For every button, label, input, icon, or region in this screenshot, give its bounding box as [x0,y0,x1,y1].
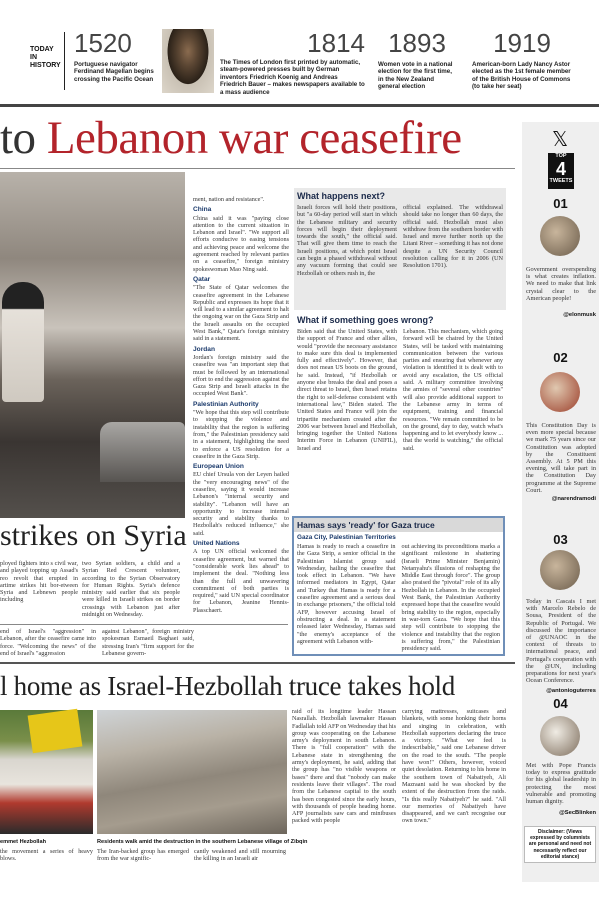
top-tweets-badge [548,153,574,189]
hamas-byline: Gaza City, Palestinian Territories [297,534,396,541]
history-item-1814 [220,30,365,96]
syria-headline: strikes on Syria [0,519,187,552]
history-item-1919 [472,30,572,91]
tweet-handle: @narendramodi [551,496,596,502]
section-text-qatar: "The State of Qatar welcomes the ceasefire agreement in the Lebanese Republic and expresses its hope that it will lead to a similar agreement to halt the ongoing war on the Gaza Strip and the Israeli assaults on the occupied West Bank," Qatar's foreign ministry said in a statement. [193,284,289,343]
tweet-rank: 03 [553,532,568,547]
caption2-text-a: The Iran-backed group has emerged from the war signific- [97,848,189,863]
section-text-un: A top UN official welcomed the ceasefire agreement, but warned that "considerable work lies ahead" to implement the deal. "Nothing less than the full and unwavering commitment of both parties is required," said UN special coordinator for Lebanon, Jeanine Hennis-Plasschaert. [193,548,289,614]
section-text-china: China said it was "paying close attention to the current situation in Lebanon and Israel". "We support all efforts conducive to easing tensions and achieving peace and welcome the agreement reached by relevant parties on a ceasefire," foreign ministry spokeswoman Mao Ning said. [193,214,289,273]
lebanon-destruction-photo [0,172,185,518]
photo-car [100,422,185,482]
history-item-1520 [74,30,156,83]
tweet-handle: @elonmusk [563,312,596,318]
tweet-handle: @antonioguterres [546,688,596,694]
what-next-box [294,188,506,310]
section-text-eu: EU chief Ursula von der Leyen hailed the "very encouraging news" of the ceasefire, saying it would increase Lebanon's "internal security and stability". "Lebanon will have an opportunity to increase internal security and stability thanks to Hezbollah's reduced influence," she said. [193,471,289,537]
section-text-jordan: Jordan's foreign ministry said the ceasefire was "an important step that must be followed by an international effort to end the aggression against the Gaza Strip and Israeli attacks in the occupied West Bank". [193,353,289,398]
what-next-title: What happens next? [297,191,386,201]
history-text: Portuguese navigator Ferdinand Magellan begins crossing the Pacific Ocean [74,61,154,83]
syria-col2: two Syrian soldiers, a child and a Syrian Red Crescent volunteer, according to the Syrian Observatory for Human Rights. Syria's defence ministry said earlier that six people were killed in Israeli strikes on border crossings with Lebanon just after midnight on Wednesday. [82,560,180,619]
section-head-china: China [193,206,212,214]
magellan-portrait [162,29,214,93]
history-text: Women vote in a national election for the first time, in the New Zealand general election [378,61,453,91]
syria-rule [0,624,288,625]
caption1-text: the movement a series of heavy blows. [0,848,93,863]
bottom-col2: carrying mattresses, suitcases and blankets, with some honking their horns and singing in celebration, with Hezbollah supporters declaring the truce a victory. "What we feel is indescribable," said one Lebanese driver on the road to the south. "The people have won!" Others, however, voiced quiet desolation. Returning to his home in the southern town of Nabatiyeh, Ali Mazraani said he was shocked by the extent of the destruction from the raids. "Is this really Nabatiyeh?" he said. "All our memories of Nabatiyeh have disappeared, and we can't recognise our own town." [402,708,506,825]
history-text: American-born Lady Nancy Astor elected as the 1st female member of the British House of Commons (to take her seat) [472,61,571,91]
badge-tweets: TWEETS [549,178,573,184]
syria-col1: ployed fighters into s civil war, and played topping up Assad's reo revolt that erupted in artime strikes hit bor-etween Syria and Lebnewn people including [0,560,78,604]
what-wrong-col2: Lebanon. This mechanism, which going forward will be chaired by the United States, will be tasked with maintaining communication between the various parties and ensuring that whenever any violation is identified it is dealt with to avoid any escalation, the US official said. A military committee involving the armies of "several other countries" will also provide additional support to the Lebanese army in terms of equipment, training and financial resources. "We remain committed to be on the ground, day to day, watch what's happening and to let everybody know ... that the world is watching," the official said. [403,328,503,452]
caption1: emmet Hezbollah [0,839,47,845]
iran-col1: end of Israel's "aggression" in Lebanon, after the ceasefire came into force. "Welcoming the news" of the end of Israel's "aggression [0,628,96,657]
headline-emphasis: Lebanon war ceasefire [46,112,462,164]
tweet-avatar [540,216,580,256]
hezbollah-truck-photo [0,710,93,834]
headline-rule [0,168,515,169]
section-text-palestinian-authority: "We hope that this step will contribute to stopping the violence and instability that the region is suffering from," the Palestinian presidency said in a statement, highlighting the need to enforce a US resolution for a ceasefire in the Gaza Strip. [193,409,289,460]
main-headline [0,112,515,164]
bottom-col1: raid of its longtime leader Hassan Nasrallah. Hezbollah lawmaker Hassan Fadlallah told AFP on Wednesday that his group was cooperating on the Lebanese army's deployment in south Lebanon. There is "full cooperation" with the Lebanese state in strengthening the army's deployment, he said, adding that the group has "no visible weapons or bases" there and that "nobody can make residents leave their villages". The road from the Lebanese capital to the south has been congested since the early hours, with thousands of people heading home. AFP journalists saw cars and minibuses packed with people [292,708,396,825]
reactions-column [193,196,289,614]
hezbollah-flag [28,709,83,754]
hamas-box [292,516,505,656]
history-year: 1520 [74,28,132,58]
history-year: 1893 [388,28,446,58]
section-rule [0,662,515,664]
caption2: Residents walk amid the destruction in the southern Lebanese village of Zibqin [97,839,308,845]
section-head-palestinian-authority: Palestinian Authority [193,400,259,408]
top-rule [0,104,599,107]
what-wrong-col1: Biden said that the United States, with the support of France and other allies, would "provide the necessary assistance to make sure this deal is implemented fully and effectively". However, that does not mean US boots on the ground, he said. Instead, "if Hezbollah or anyone else breaks the deal and poses a direct threat to Israel, then Israel retains the right to self-defense consistent with international law," Biden stated. The United States and France will join the tripartite mechanism created after the 2006 war between Israel and Hezbollah, bringing together the United Nations Interim Force in Lebanon (UNIFIL), Israel and [297,328,397,452]
tweet-avatar [540,372,580,412]
hamas-col1: Hamas is ready to reach a ceasefire in the Gaza Strip, a senior official in the Palestinian Islamist group said Wednesday, hailing the ceasefire that took effect in Lebanon. "We have informed mediators in Egypt, Qatar and Turkey that Hamas is ready for a ceasefire agreement and a serious deal in exchange prisoners," the official told AFP, however accusing Israel of obstructing a deal. In a statement released later Wednesday, Hamas said "the enemy's acceptance of the agreement with Lebanon with- [297,543,396,645]
iran-col2: against Lebanon", foreign ministry spokesman Esmaeil Baghaei said, stressing Iran's "firm support for the Lebanese govern- [102,628,194,657]
hamas-title: Hamas says 'ready' for Gaza truce [294,518,503,532]
badge-top: TOP [555,153,567,159]
section-head-qatar: Qatar [193,275,211,283]
headline-prefix: to [0,112,36,164]
tweet-text: Government overspending is what creates inflation. We need to make that link crystal clear to the American people! [526,266,596,302]
tweet-rank: 01 [553,196,568,211]
section-head-jordan: Jordan [193,345,215,353]
bottom-headline: l home as Israel-Hezbollah truce takes hold [0,671,455,701]
tweet-text: Today in Cascais I met with Marcelo Rebelo de Sousa, President of the Republic of Portugal. We discussed the importance of @UNAOC in the context of threats to international peace, and Portugal's cooperation with the @UN, including preparations for next year's Ocean Conference. [526,598,596,685]
history-text: The Times of London first printed by automatic, steam-powered presses built by German inventors Friedrich Koenig and Andreas Friedrich Bauer – makes newspapers available to a mass audience [220,59,365,96]
village-destruction-photo [97,710,287,834]
what-wrong-title: What if something goes wrong? [297,315,434,325]
tweet-handle: @SecBlinken [559,810,596,816]
caption2-text-b: cantly weakened and still mourning the killing in an Israeli air [194,848,286,863]
tweet-text: This Constitution Day is even more special because we mark 75 years since our Constitution was adopted by the Constituent Assembly. At 5 PM this evening, will take part in the Constitution Day programme at the Supreme Court. [526,422,596,494]
history-year: 1919 [493,28,551,58]
tweet-avatar [540,550,580,590]
section-head-un: United Nations [193,540,240,548]
what-next-col2: official explained. The withdrawal should take no longer than 60 days, the official said. Hezbollah must also withdraw from the southern border with Israel and move further north up the Litani River – something it has not done despite a UN Security Council resolution calling for it in 2006 (UN Resolution 1701). [403,204,503,270]
intro-text: ment, nation and resistance". [193,196,265,203]
today-in-history-label: TODAY IN HISTORY [30,46,61,69]
tweet-rank: 02 [553,350,568,365]
tweet-text: Met with Pope Francis today to express gratitude for his global leadership in protecting the most vulnerable and promoting human dignity. [526,762,596,806]
what-wrong-box [294,312,506,508]
history-year: 1814 [307,28,365,58]
disclaimer: Disclaimer: (Views expressed by columnists are personal and need not necessarily reflect our editorial stance) [524,826,596,863]
tweet-rank: 04 [553,696,568,711]
photo-person [2,282,44,402]
section-head-eu: European Union [193,463,244,471]
x-logo-icon: 𝕏 [551,127,569,151]
badge-num: 4 [555,159,566,179]
history-divider [64,32,65,90]
what-next-col1: Israeli forces will hold their positions, but "a 60-day period will start in which the Lebanese military and security forces will begin their deployment towards the south," the official said. That will give them time to reach the Israeli positions, at which point Israel can begin a phased withdrawal without any vacuum forming that could see Hezbollah or others rush in, the [297,204,397,277]
history-item-1893 [378,30,456,91]
hamas-col2: out achieving its preconditions marks a significant milestone in shattering (Israeli Prime Minister Benjamin) Netanyahu's illusions of reshaping the Middle East through force". The group also praised the "pivotal" role of its ally Hezbollah in Lebanon. In the occupied West Bank, the Palestinian Authority expressed hope that the ceasefire would bring stability to the region, especially in war-torn Gaza. "We hope that this step will contribute to stopping the violence and instability that the region is suffering from," the Palestinian presidency said. [401,543,500,653]
tweet-avatar [540,716,580,756]
